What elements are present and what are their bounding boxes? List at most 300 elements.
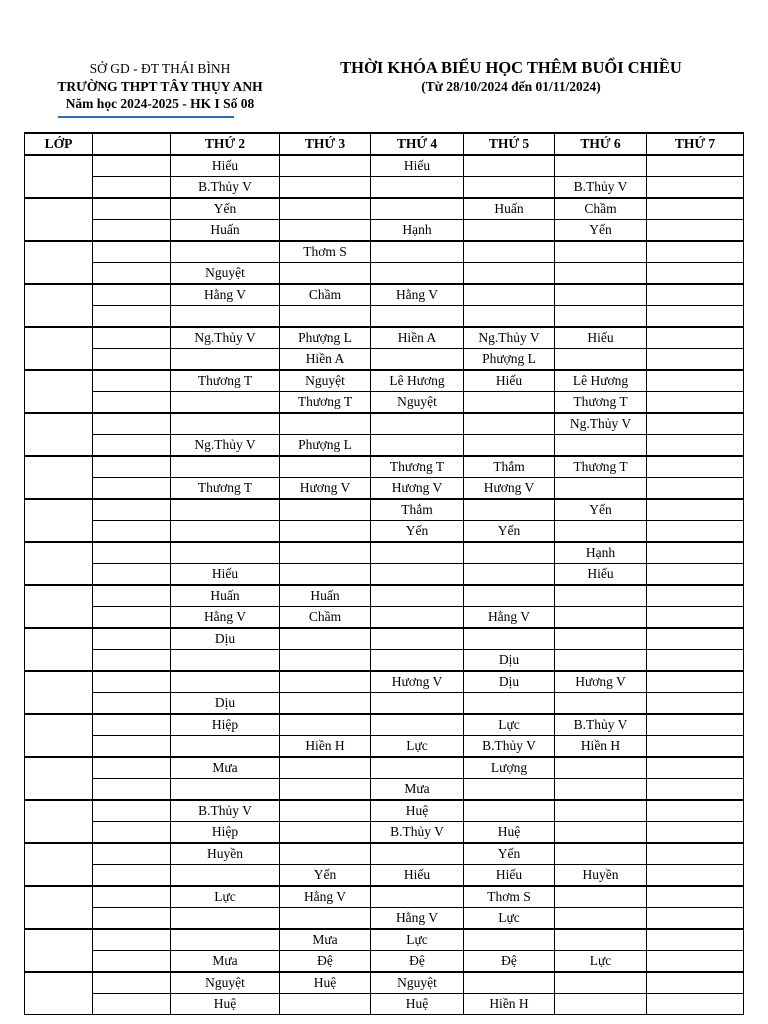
teacher-cell [647,392,744,414]
teacher-cell: Nguyệt [280,370,371,392]
teacher-cell: Thắm [371,499,464,521]
teacher-cell [555,757,647,779]
teacher-cell: Yến [555,499,647,521]
timetable-period: (Từ 28/10/2024 đến 01/11/2024) [421,79,601,94]
teacher-cell: Hương V [555,671,647,693]
teacher-cell [371,198,464,220]
teacher-cell [555,822,647,844]
subject-cell [93,521,171,543]
class-cell [25,370,93,413]
class-cell [25,843,93,886]
teacher-cell [464,284,555,306]
table-header-row [25,133,744,155]
subject-cell [93,284,171,306]
teacher-cell [647,693,744,715]
subject-cell [93,994,171,1015]
timetable [24,132,744,1015]
teacher-cell: Lực [371,929,464,951]
teacher-cell [371,650,464,672]
teacher-cell [647,736,744,758]
subject-cell [93,499,171,521]
teacher-cell: Hiền A [371,327,464,349]
teacher-cell [647,521,744,543]
teacher-cell [280,220,371,242]
class-cell [25,198,93,241]
column-header: THỨ 4 [371,133,464,155]
table-row [25,456,744,478]
class-cell [25,929,93,972]
teacher-cell [280,843,371,865]
subject-cell [93,564,171,586]
timetable-title: THỜI KHÓA BIỂU HỌC THÊM BUỔI CHIỀU [340,58,682,77]
teacher-cell: Huấn [171,220,280,242]
table-row [25,478,744,500]
teacher-cell [647,220,744,242]
teacher-cell [647,800,744,822]
table-row [25,370,744,392]
teacher-cell [171,779,280,801]
table-row [25,800,744,822]
subject-cell [93,241,171,263]
teacher-cell [464,263,555,285]
teacher-cell [647,650,744,672]
table-row [25,435,744,457]
teacher-cell: Đệ [371,951,464,973]
table-body [25,155,744,1015]
teacher-cell: Lê Hương [371,370,464,392]
table-row [25,413,744,435]
teacher-cell [371,542,464,564]
teacher-cell [555,628,647,650]
teacher-cell [280,155,371,177]
teacher-cell [280,693,371,715]
subject-cell [93,607,171,629]
teacher-cell [280,521,371,543]
teacher-cell [647,865,744,887]
teacher-cell [647,284,744,306]
teacher-cell [171,413,280,435]
class-cell [25,413,93,456]
teacher-cell: Hằng V [171,607,280,629]
teacher-cell: Đệ [464,951,555,973]
subject-cell [93,736,171,758]
teacher-cell [280,822,371,844]
teacher-cell [555,607,647,629]
teacher-cell [280,499,371,521]
teacher-cell [464,800,555,822]
teacher-cell: Ng.Thủy V [555,413,647,435]
teacher-cell: Thương T [555,456,647,478]
teacher-cell: Hằng V [464,607,555,629]
teacher-cell [647,478,744,500]
subject-cell [93,886,171,908]
teacher-cell [371,693,464,715]
subject-cell [93,220,171,242]
teacher-cell [280,456,371,478]
table-row [25,886,744,908]
subject-cell [93,865,171,887]
subject-cell [93,714,171,736]
subject-cell [93,671,171,693]
teacher-cell: Lê Hương [555,370,647,392]
teacher-cell: Hằng V [371,908,464,930]
teacher-cell [647,241,744,263]
teacher-cell [464,435,555,457]
teacher-cell [647,671,744,693]
teacher-cell: Huyền [171,843,280,865]
teacher-cell [555,241,647,263]
teacher-cell: Mưa [280,929,371,951]
table-row [25,929,744,951]
teacher-cell: Lực [371,736,464,758]
teacher-cell [464,177,555,199]
teacher-cell [371,585,464,607]
teacher-cell [464,155,555,177]
teacher-cell [371,607,464,629]
class-cell [25,800,93,843]
teacher-cell [371,564,464,586]
teacher-cell [647,499,744,521]
teacher-cell [171,929,280,951]
teacher-cell [555,306,647,328]
teacher-cell: Thương T [280,392,371,414]
table-row [25,542,744,564]
teacher-cell [171,306,280,328]
teacher-cell [280,779,371,801]
teacher-cell: Thương T [171,370,280,392]
teacher-cell: Mưa [171,951,280,973]
teacher-cell [555,994,647,1015]
teacher-cell: Nguyệt [371,392,464,414]
teacher-cell [280,671,371,693]
teacher-cell: B.Thủy V [555,714,647,736]
teacher-cell [647,757,744,779]
table-row [25,671,744,693]
school-name: TRƯỜNG THPT TÂY THỤY ANH [57,78,263,94]
teacher-cell [647,908,744,930]
teacher-cell: Hiếu [555,327,647,349]
table-row [25,241,744,263]
teacher-cell [555,800,647,822]
teacher-cell [280,542,371,564]
table-row [25,843,744,865]
teacher-cell: Chầm [555,198,647,220]
teacher-cell [647,585,744,607]
class-cell [25,327,93,370]
teacher-cell [647,456,744,478]
teacher-cell: Yến [555,220,647,242]
teacher-cell [647,306,744,328]
teacher-cell [171,349,280,371]
teacher-cell: Yến [464,843,555,865]
teacher-cell: Hạnh [555,542,647,564]
teacher-cell [647,779,744,801]
teacher-cell [280,177,371,199]
teacher-cell: Dịu [464,650,555,672]
class-cell [25,284,93,327]
teacher-cell: Phượng L [280,327,371,349]
subject-cell [93,693,171,715]
teacher-cell [647,822,744,844]
teacher-cell [464,693,555,715]
teacher-cell: Thương T [371,456,464,478]
teacher-cell [647,564,744,586]
subject-cell [93,779,171,801]
class-cell [25,714,93,757]
teacher-cell: Lực [464,714,555,736]
column-header: THỨ 7 [647,133,744,155]
class-cell [25,757,93,800]
table-row [25,736,744,758]
table-row [25,155,744,177]
teacher-cell [464,220,555,242]
teacher-cell [464,306,555,328]
teacher-cell: Ng.Thủy V [171,435,280,457]
teacher-cell: Hiếu [555,564,647,586]
class-cell [25,972,93,1015]
teacher-cell: Huệ [171,994,280,1015]
teacher-cell [464,585,555,607]
teacher-cell [555,585,647,607]
teacher-cell [280,757,371,779]
teacher-cell [464,779,555,801]
teacher-cell: Mưa [171,757,280,779]
table-row [25,327,744,349]
table-row [25,628,744,650]
teacher-cell [171,499,280,521]
school-header [14,60,306,113]
teacher-cell [371,757,464,779]
table-row [25,306,744,328]
teacher-cell: Yến [464,521,555,543]
teacher-cell: Hiệp [171,714,280,736]
subject-cell [93,542,171,564]
table-row [25,392,744,414]
teacher-cell: Hương V [464,478,555,500]
teacher-cell [555,349,647,371]
teacher-cell: Hiếu [371,155,464,177]
teacher-cell [464,972,555,994]
teacher-cell [647,370,744,392]
teacher-cell [464,564,555,586]
teacher-cell: Dịu [464,671,555,693]
table-row [25,177,744,199]
teacher-cell: Huệ [280,972,371,994]
table-row [25,757,744,779]
department-name: SỞ GD - ĐT THÁI BÌNH [89,61,231,76]
teacher-cell: Hạnh [371,220,464,242]
teacher-cell: Ng.Thủy V [464,327,555,349]
teacher-cell [647,542,744,564]
teacher-cell: B.Thủy V [171,800,280,822]
teacher-cell [555,843,647,865]
subject-cell [93,413,171,435]
table-row [25,822,744,844]
table-row [25,521,744,543]
teacher-cell [555,886,647,908]
teacher-cell [647,349,744,371]
teacher-cell: B.Thủy V [171,177,280,199]
teacher-cell [555,908,647,930]
table-row [25,220,744,242]
teacher-cell [464,929,555,951]
teacher-cell [371,306,464,328]
teacher-cell: Huệ [464,822,555,844]
teacher-cell: Thương T [555,392,647,414]
teacher-cell [555,779,647,801]
table-row [25,994,744,1015]
teacher-cell: Mưa [371,779,464,801]
teacher-cell: Hiếu [464,865,555,887]
teacher-cell: Phượng L [280,435,371,457]
teacher-cell: Yến [280,865,371,887]
teacher-cell: Nguyệt [371,972,464,994]
teacher-cell: Huấn [280,585,371,607]
teacher-cell: Lực [464,908,555,930]
subject-cell [93,585,171,607]
teacher-cell: Nguyệt [171,263,280,285]
table-row [25,263,744,285]
school-year: Năm học 2024-2025 - HK I Số 08 [65,96,255,111]
table-row [25,564,744,586]
column-header: THỨ 3 [280,133,371,155]
class-cell [25,456,93,499]
teacher-cell [647,951,744,973]
teacher-cell: B.Thủy V [371,822,464,844]
teacher-cell [371,413,464,435]
table-row [25,972,744,994]
teacher-cell [171,736,280,758]
teacher-cell [371,843,464,865]
teacher-cell [371,263,464,285]
column-header: THỨ 2 [171,133,280,155]
table-row [25,198,744,220]
column-header: LỚP [25,133,93,155]
teacher-cell [464,413,555,435]
table-row [25,951,744,973]
subject-cell [93,478,171,500]
teacher-cell [555,284,647,306]
teacher-cell [555,650,647,672]
teacher-cell: Dịu [171,693,280,715]
teacher-cell: Huấn [171,585,280,607]
teacher-cell: Thương T [171,478,280,500]
teacher-cell [171,392,280,414]
teacher-cell [280,413,371,435]
teacher-cell [647,886,744,908]
subject-cell [93,951,171,973]
teacher-cell: Hiếu [171,155,280,177]
teacher-cell: Thơm S [280,241,371,263]
teacher-cell: Yến [371,521,464,543]
teacher-cell [280,628,371,650]
header-underline [58,116,234,118]
teacher-cell: Huấn [464,198,555,220]
teacher-cell: Phượng L [464,349,555,371]
subject-cell [93,456,171,478]
subject-cell [93,392,171,414]
teacher-cell: Hiệp [171,822,280,844]
table-row [25,908,744,930]
table-row [25,865,744,887]
teacher-cell [555,435,647,457]
teacher-cell [647,843,744,865]
teacher-cell: Hiền H [555,736,647,758]
teacher-cell [647,628,744,650]
teacher-cell: Hiền H [280,736,371,758]
teacher-cell: Hằng V [280,886,371,908]
subject-cell [93,155,171,177]
subject-cell [93,929,171,951]
teacher-cell [555,972,647,994]
teacher-cell: Hiếu [371,865,464,887]
teacher-cell [647,198,744,220]
table-row [25,284,744,306]
subject-cell [93,435,171,457]
teacher-cell [371,349,464,371]
teacher-cell: Hiếu [171,564,280,586]
class-cell [25,542,93,585]
subject-cell [93,198,171,220]
teacher-cell [464,628,555,650]
teacher-cell [280,306,371,328]
table-row [25,585,744,607]
subject-cell [93,757,171,779]
subject-cell [93,650,171,672]
teacher-cell [280,564,371,586]
teacher-cell [647,327,744,349]
teacher-cell [464,392,555,414]
teacher-cell: Lực [171,886,280,908]
teacher-cell: Yến [171,198,280,220]
subject-cell [93,370,171,392]
teacher-cell [647,177,744,199]
table-row [25,607,744,629]
column-header: THỨ 5 [464,133,555,155]
class-cell [25,241,93,284]
teacher-cell: Dịu [171,628,280,650]
teacher-cell [555,693,647,715]
class-cell [25,886,93,929]
teacher-cell [171,542,280,564]
teacher-cell [171,865,280,887]
teacher-cell: Thắm [464,456,555,478]
teacher-cell [371,714,464,736]
teacher-cell: Ng.Thủy V [171,327,280,349]
teacher-cell: Huyền [555,865,647,887]
subject-cell [93,177,171,199]
teacher-cell [280,908,371,930]
column-header [93,133,171,155]
subject-cell [93,843,171,865]
subject-cell [93,800,171,822]
teacher-cell: Hương V [371,478,464,500]
teacher-cell: Lượng [464,757,555,779]
table-row [25,349,744,371]
subject-cell [93,908,171,930]
teacher-cell [464,542,555,564]
class-cell [25,585,93,628]
subject-cell [93,822,171,844]
teacher-cell: Thơm S [464,886,555,908]
teacher-cell [171,908,280,930]
teacher-cell: B.Thủy V [555,177,647,199]
table-row [25,650,744,672]
teacher-cell [280,263,371,285]
teacher-cell [647,607,744,629]
timetable-header [300,58,722,95]
subject-cell [93,628,171,650]
